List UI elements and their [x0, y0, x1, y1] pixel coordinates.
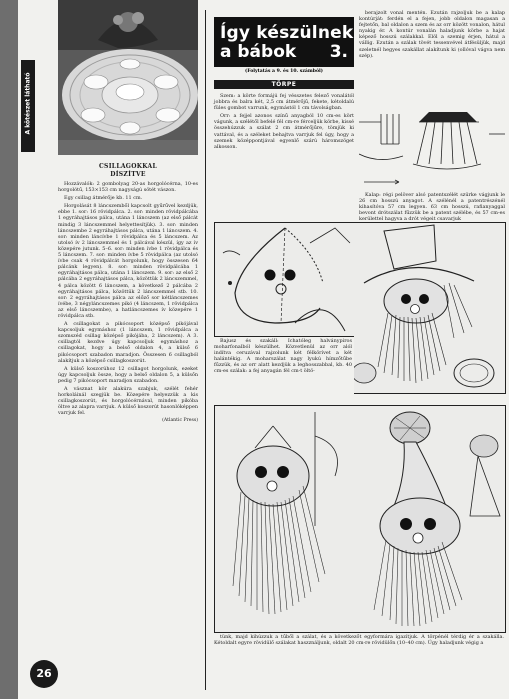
gnome-hat-illustration: [354, 223, 505, 393]
right-paragraph: berajzolt vonal mentén. Ezután rajzoljuk be a kalap kontúrját: ferdén el a fejen, jobb oldalon magasan a fejtetőn, bal oldalon a szem és az orr között vonalon, hátul nyakig ér. A kontúr vonalán haladjunk körbe a hajat képező hosszú szálakkal. Elöl a szemig érjen, hátul a vállig. Ezután a szálak tövét tessenvével átfésüljük, majd szeletnél hegyes szakállat alakítunk ki (ollóval vágva nem szép).: [359, 10, 505, 59]
head-pattern-illustration: [215, 223, 355, 336]
left-column: [58, 163, 198, 425]
left-heading-line2: DÍSZÍTVE: [110, 170, 146, 178]
hat-diagram-illustration: [359, 104, 505, 190]
page-number: 26: [36, 667, 52, 680]
title-line1: Így készülnek: [220, 23, 354, 43]
section-band: TÖRPE: [214, 80, 354, 89]
left-paragraph: A vásznat kör alakúra szabjuk, szélét fehér horkoláinál szegjük be. Közepére helyezzük a kis csillagkoszorút, és horgolócérnával, minden pikóba öltve az alapra varrjuk. A külső koszorút hasonlóképpen varrjuk fel.: [58, 386, 198, 417]
beard-text: [214, 338, 352, 377]
bottom-text: [214, 634, 504, 648]
doily-photo-illustration: [58, 0, 198, 155]
right-column: [359, 10, 505, 61]
article-title: [214, 17, 354, 67]
photo-caption: A kötészet látható: [24, 72, 32, 135]
middle-column: [214, 93, 354, 152]
credit: (Atlantic Press): [162, 418, 198, 424]
title-line2: a bábok: [220, 42, 297, 62]
gnome-face-frame: [214, 405, 356, 633]
left-paragraph: Horgolását 8 láncszemből kapcsolt gyűrűvel kezdjük, ebbe 1. sor: 16 rövidpálca. 2. sor: minden rövidpálcába 1 egyráhajtásos pálca, utána 1 láncszem (az első pálcát mindig 3 láncszemmel helyettesítjük). 3. sor: minden láncszembe 2 egyráhajtásos pálca, utána 1 láncszem. 4. sor: minden láncívbe 1 rövidpálca és 5 láncszem. Az utolsó ív 2 láncszemmel és 1 pálcával készül, így az ív közepére jutunk. 5–6. sor: minden ívbe 1 rövidpálca és 5 láncszem. 7. sor: minden ívbe 5 rövidpálca (az utolsó ívbe csak 4 rövidpálcát horgolunk, hogy összesen 64 pálcánk legyen). 8. sor: minden rövidpálcába 1 egyráhajtásos pálca, utána 1 láncszem. 9. sor: az első 2 pálcába 2 egyráhajtásos pálca, közöttük 2 láncszemmel, 4 pálca között 6 láncszem, a következő 2 pálcába 2 egyráhajtásos pálca, közöttük 2 láncszemmel stb. 10. sor: 2 egyráhajtásos pálca az előző sor kétláncszemes ívébe, 3 négyláncszemes pikó (4 láncszem, 1 rövidpálca az első láncszembe), a hatláncszemes ív közepére 1 rövidpálca stb.: [58, 203, 198, 319]
right-column-lower: [359, 192, 505, 224]
title-number: 3.: [329, 42, 348, 62]
left-heading-line1: CSILLAGOKKAL: [98, 163, 158, 170]
gnome-pompom-illustration: [354, 406, 505, 632]
hat-diagram: [359, 104, 505, 190]
head-pattern-frame: [214, 222, 356, 337]
right-paragraph: Kalap: régi pelöver alsó patentszélét szürke vágjunk le 26 cm hosszú anyagot. A szélénél a patentrészénél kihasítóva 57 cm legyen. 63 cm hosszú, rafianyaggal bevont drótszálat fűzzük be a patent szélébe, és 57 cm-es kerülettel hagyva a drót végeit csavarjuk: [359, 192, 505, 223]
gnome-face-illustration: [215, 406, 355, 632]
gnome-hat-frame: [354, 222, 506, 394]
bottom-paragraph: tünk, majd kihúzzuk a tűből a szálat, és a következőt egyformára igazítjuk. A törpénél térdig ér a szakálla. Kétoldalt egyre rövidülő szálakat haszználjunk, oldalt 20 cm-re rövidülőn (10–40 cm). Úgy haladjunk végig a: [214, 634, 504, 647]
left-paragraph: Egy csillag átmérője kb. 11 cm.: [64, 195, 143, 202]
doily-photo: [58, 0, 198, 155]
middle-paragraph: Szem: a körte formájú fej vésszetes felező vonalától jobbra és balra két, 2,5 cm átmérőjű, fekete, kétoldalú füles gombot varrunk, egymástól 1 cm távolságban.: [214, 93, 354, 112]
photo-caption-strip: [21, 60, 35, 152]
page-number-badge: [30, 660, 58, 688]
left-heading: [58, 163, 198, 178]
article-subtitle: (Folytatás a 9. és 10. számból): [245, 69, 323, 74]
left-paragraph: A külső koszorúhoz 12 csillagot horgolunk, ezeket úgy kapcsoljuk össze, hogy a belső oldalon 5, a külsőn pedig 7 pikócsoport maradjon szabadon.: [58, 365, 198, 384]
middle-paragraph: Orr: a fejjel azonos színű anyagból 10 cm-es kört vágunk, a szélétől befelé fél cm-re férceljük körbe, kissé összehúzzuk a szálat 2 cm átmérőjűre, tömjük ki vattával, és a széleket behajtva varrjuk fel úgy, hogy a szemek középpontjával egyenlő szárú háromszöget alkosson.: [214, 113, 354, 150]
magazine-page: [18, 0, 509, 699]
column-divider: [205, 10, 206, 690]
gnome-pompom-frame: [354, 405, 506, 633]
beard-paragraph: Bajusz és szakáll: Ichatóleg halványpiros moharfonalból készülhet. Közvetlenül az orr alól indítva ceruzával rajzolunk két félkörívet a két halántékig. A moharszálat nagy lyukú hímzőtűbe fűzzük, és az orr alatt kezdjük a leghosszabbal, kb. 40 cm-es szálak: a fej anyagán fél cm-t öltö-: [214, 338, 352, 375]
left-paragraph: A csillagokat a pikócsoport középső pikójával kapcsoljuk egymáshoz (1 láncszem, 1 rövidpálca a szomszéd csillag középső pikójába, 2 láncszem). A 3. csillagtól kezdve úgy kapcsoljuk egymáshoz a csillagokat, hogy a belső oldalon 4, a külső 6 pikócsoport szabadon maradjon. Összesen 6 csillagból alakítjuk a középső csillagkoszorút.: [58, 321, 198, 364]
left-paragraph: Hozzávalók: 2 gombolyag 20-as horgolócérna, 10-es horgolótű, 153×153 cm nagyságú sötét vászon.: [58, 181, 198, 194]
